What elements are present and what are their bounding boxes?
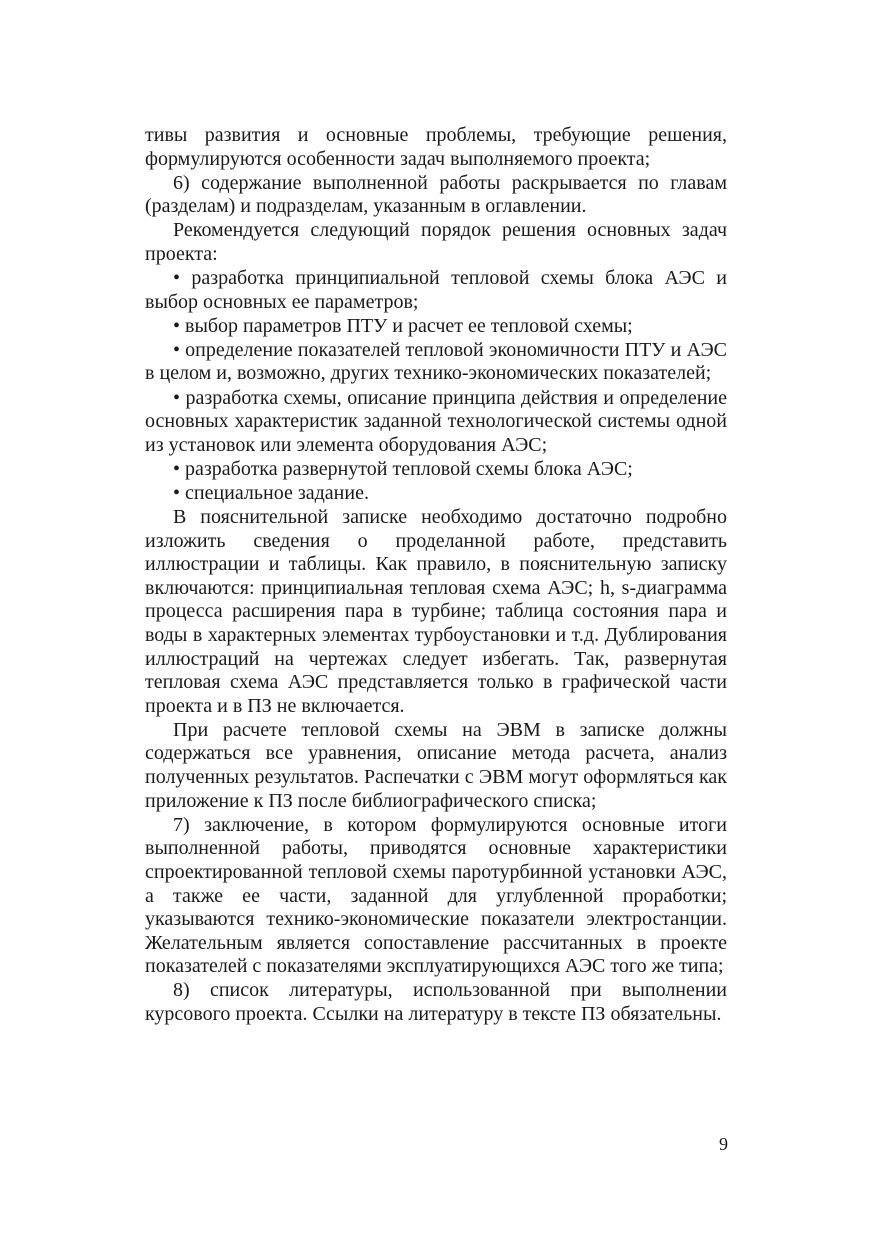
bullet-item-3: • определение показателей тепловой экономичности ПТУ и АЭС в целом и, возможно, других технико-экономических показателей; <box>145 338 727 385</box>
paragraph-continuation: тивы развития и основные проблемы, требующие решения, формулируются особенности задач выполняемого проекта; <box>145 124 727 170</box>
paragraph-explanatory-note: В пояснительной записке необходимо достаточно подробно изложить сведения о проделанной работе, представить иллюстрации и таблицы. Как правило, в пояснительную записку включаются: принципиальная тепловая схема АЭС; h, s-диаграмма процесса расширения пара в турбине; таблица состояния пара и воды в характерных элементах турбоустановки и т.д. Дублирования иллюстраций на чертежах следует избегать. Так, развернутая тепловая схема АЭС представляется только в графической части проекта и в ПЗ не включается. <box>145 506 727 717</box>
paragraph-item-6: 6) содержание выполненной работы раскрывается по главам (разделам) и подразделам, указанным в оглавлении. <box>145 171 727 218</box>
paragraph-recommended-order: Рекомендуется следующий порядок решения основных задач проекта: <box>145 219 727 265</box>
page-number: 9 <box>719 1134 728 1154</box>
bullet-item-5: • разработка развернутой тепловой схемы блока АЭС; <box>173 457 633 480</box>
bullet-item-4: • разработка схемы, описание принципа действия и определение основных характеристик заданной технологической системы одной из установок или элемента оборудования АЭС; <box>145 386 727 456</box>
bullet-item-2: • выбор параметров ПТУ и расчет ее тепловой схемы; <box>173 314 633 337</box>
paragraph-item-7: 7) заключение, в котором формулируются основные итоги выполненной работы, приводятся основные характеристики спроектированной тепловой схемы паротурбинной установки АЭС, а также ее части, заданной для углубленной проработки; указываются технико-экономические показатели электростанции. Желательным является сопоставление рассчитанных в проекте показателей с показателями эксплуатирующихся АЭС того же типа; <box>145 813 727 978</box>
paragraph-item-8: 8) список литературы, использованной при выполнении курсового проекта. Ссылки на литературу в тексте ПЗ обязательны. <box>145 979 727 1025</box>
paragraph-computer-calculation: При расчете тепловой схемы на ЭВМ в записке должны содержаться все уравнения, описание метода расчета, анализ полученных результатов. Распечатки с ЭВМ могут оформляться как приложение к ПЗ после библиографического списка; <box>145 718 727 812</box>
body-text <box>145 124 727 1027</box>
bullet-item-6: • специальное задание. <box>173 481 369 504</box>
bullet-item-1: • разработка принципиальной тепловой схемы блока АЭС и выбор основных ее параметров; <box>145 267 727 313</box>
